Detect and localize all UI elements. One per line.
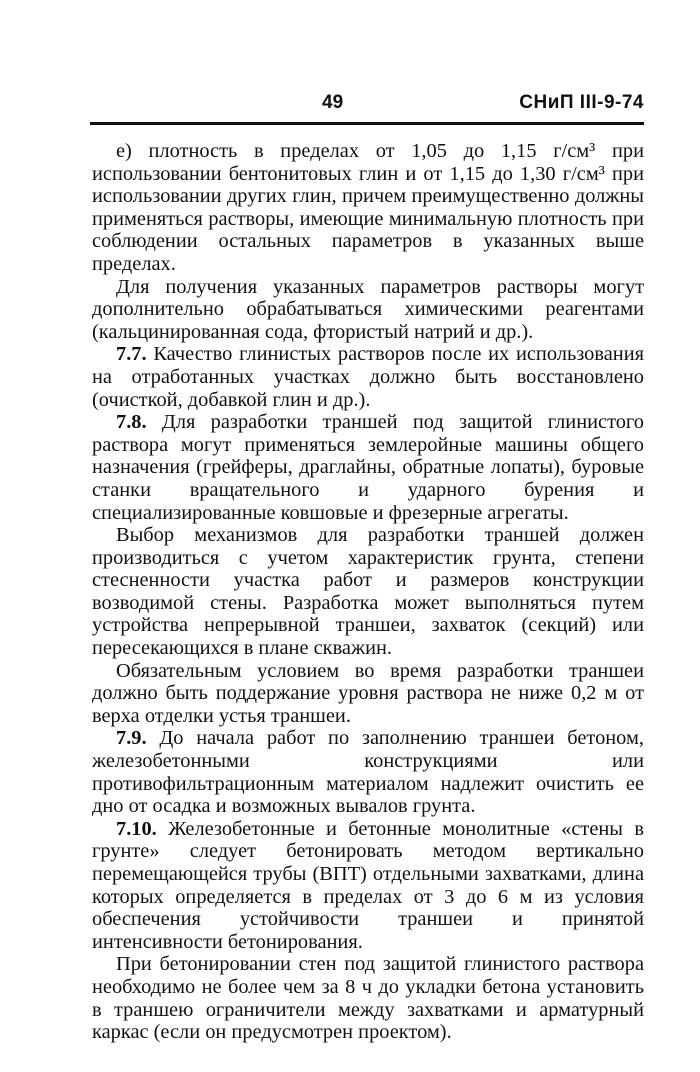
clause-number: 7.7. xyxy=(116,343,147,366)
body-text xyxy=(92,140,644,1044)
clause-number: 7.9. xyxy=(116,727,147,750)
paragraph-text: е) плотность в пределах от 1,05 до 1,15 г/см³ при использовании бентонитовых глин и от 1,15 до 1,30 г/см³ при использовании других глин, причем преимущественно должны применяться растворы, имеющие минимальную плотность при соблюдении остальных параметров в указанных выше пределах. xyxy=(92,140,644,275)
paragraph-text: Обязательным условием во время разработки траншеи должно быть поддержание уровня раствора не ниже 0,2 м от верха отделки устья траншеи. xyxy=(92,659,644,727)
paragraph-text: Для разработки траншей под защитой глинистого раствора могут применяться землеройные машины общего назначения (грейферы, драглайны, обратные лопаты), буровые станки вращательного и ударного бурения и специализированные ковшовые и фрезерные агрегаты. xyxy=(92,411,644,524)
paragraph-reagents xyxy=(92,276,644,344)
clause-7-7 xyxy=(92,343,644,411)
paragraph-density xyxy=(92,140,644,276)
page-number: 49 xyxy=(322,92,344,113)
paragraph-text: При бетонировании стен под защитой глинистого раствора необходимо не более чем за 8 ч до укладки бетона установить в траншею ограничители между захватками и арматурный каркас (если он предусмотрен проектом). xyxy=(92,953,644,1044)
paragraph-text: Качество глинистых растворов после их использования на отработанных участках должно быть восстановлено (очисткой, добавкой глин и др.). xyxy=(92,343,644,411)
clause-7-10 xyxy=(92,818,644,954)
clause-7-8 xyxy=(92,411,644,524)
paragraph-text: До начала работ по заполнению траншеи бетоном, железобетонными конструкциями или противофильтрационным материалом надлежит очистить ее дно от осадка и возможных вывалов грунта. xyxy=(92,727,644,818)
paragraph-concreting xyxy=(92,953,644,1043)
paragraph-text: Для получения указанных параметров растворы могут дополнительно обрабатываться химическими реагентами (кальцинированная сода, фтористый натрий и др.). xyxy=(92,275,644,343)
paragraph-mud-level xyxy=(92,660,644,728)
paragraph-mechanisms xyxy=(92,524,644,660)
clause-number: 7.8. xyxy=(116,411,147,434)
paragraph-text: Выбор механизмов для разработки траншей должен производиться с учетом характеристик грунта, степени стесненности участка работ и размеров конструкции возводимой стены. Разработка может выполняться путем устройства непрерывной траншеи, захваток (секций) или пересекающихся в плане скважин. xyxy=(92,524,644,660)
paragraph-text: Железобетонные и бетонные монолитные «стены в грунте» следует бетонировать методом вертикально перемещающейся трубы (ВПТ) отдельными захватками, длина которых определяется в пределах от 3 до 6 м из условия обеспечения устойчивости траншеи и принятой интенсивности бетонирования. xyxy=(92,817,644,953)
clause-7-9 xyxy=(92,727,644,817)
clause-number: 7.10. xyxy=(116,817,157,840)
document-code: СНиП III-9-74 xyxy=(519,92,644,113)
page-header xyxy=(90,88,644,125)
